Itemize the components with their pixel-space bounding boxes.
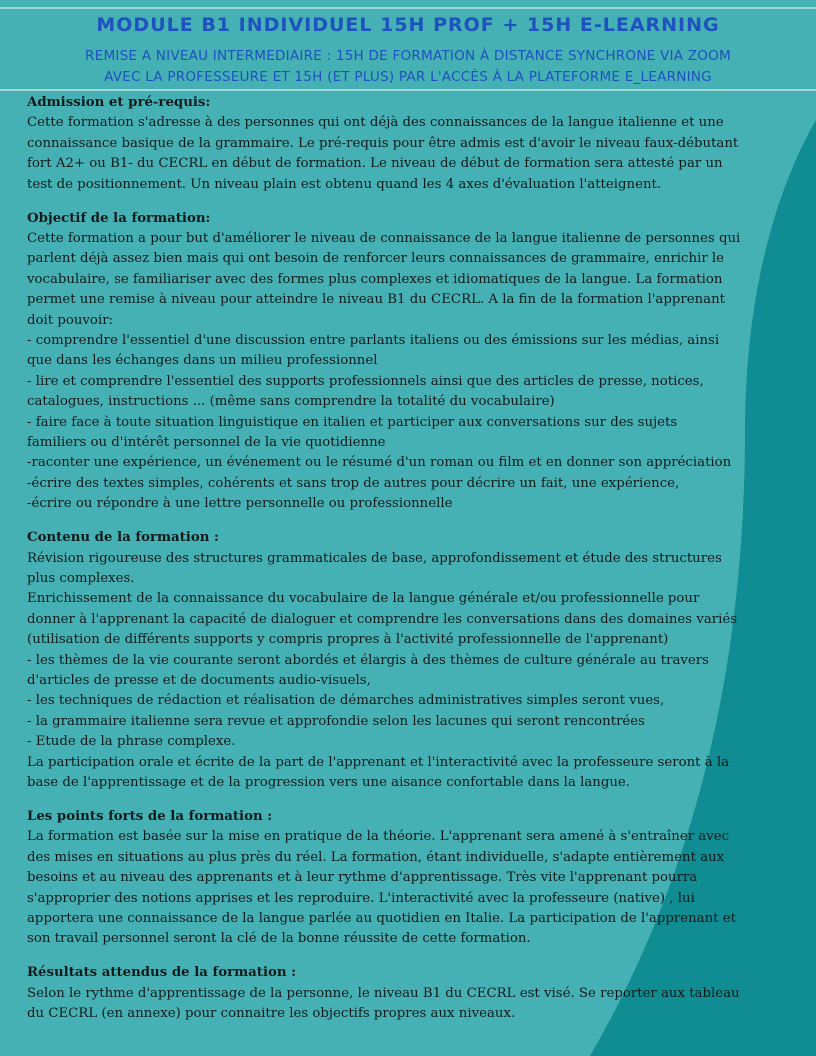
section-objectif <box>27 209 777 515</box>
section-heading: Contenu de la formation : <box>27 530 219 546</box>
text-line: -écrire ou répondre à une lettre personnelle ou professionnelle <box>27 496 453 512</box>
text-line: connaissance basique de la grammaire. Le pré-requis pour être admis est d'avoir le niveau faux-débutant <box>27 135 739 151</box>
text-line: besoins et au niveau des apprenants et à leur rythme d'apprentissage. Très vite l'apprenant pourra <box>27 870 698 886</box>
text-line: - la grammaire italienne sera revue et approfondie selon les lacunes qui seront rencontrées <box>27 713 645 729</box>
text-line: - les thèmes de la vie courante seront abordés et élargis à des thèmes de culture générale au travers <box>27 652 709 668</box>
text-line: Cette formation s'adresse à des personnes qui ont déjà des connaissances de la langue italienne et une <box>27 115 724 131</box>
text-line: que dans les échanges dans un milieu professionnel <box>27 353 378 369</box>
subtitle-line: AVEC LA PROFESSEURE ET 15H (ET PLUS) PAR L'ACCÈS À LA PLATEFORME E_LEARNING <box>104 69 712 85</box>
text-line: La participation orale et écrite de la part de l'apprenant et l'interactivité avec la professeure seront à la <box>27 754 730 770</box>
text-line: - lire et comprendre l'essentiel des supports professionnels ainsi que des articles de presse, notices, <box>27 373 704 389</box>
section-points-forts <box>27 807 777 950</box>
text-line: plus complexes. <box>27 570 135 586</box>
text-line: test de positionnement. Un niveau plain est obtenu quand les 4 axes d'évaluation l'atteignent. <box>27 176 662 192</box>
text-line: - les techniques de rédaction et réalisation de démarches administratives simples seront vues, <box>27 693 665 709</box>
text-line: Enrichissement de la connaissance du vocabulaire de la langue générale et/ou professionnelle pour <box>27 591 700 607</box>
text-line: son travail personnel seront la clé de la bonne réussite de cette formation. <box>27 931 531 947</box>
section-heading: Résultats attendus de la formation : <box>27 965 297 981</box>
subtitle-line: REMISE A NIVEAU INTERMEDIAIRE : 15H DE FORMATION À DISTANCE SYNCHRONE VIA ZOOM <box>85 48 731 64</box>
text-line: Révision rigoureuse des structures grammaticales de base, approfondissement et étude des structures <box>27 550 722 566</box>
text-line: fort A2+ ou B1- du CECRL en début de formation. Le niveau de début de formation sera attesté par un <box>27 156 723 172</box>
text-line: familiers ou d'intérêt personnel de la vie quotidienne <box>27 435 386 450</box>
text-line: - faire face à toute situation linguistique en italien et participer aux conversations sur des sujets <box>27 414 678 430</box>
text-line: parlent déjà assez bien mais qui ont besoin de renforcer leurs connaissances de grammaire, enrichir le <box>27 251 725 267</box>
section-heading: Les points forts de la formation : <box>27 808 273 824</box>
page-title: MODULE B1 INDIVIDUEL 15H PROF + 15H E-LEARNING <box>96 14 720 36</box>
document-body <box>27 93 777 1038</box>
text-line: -raconter une expérience, un événement ou le résumé d'un roman ou film et en donner son appréciation <box>27 455 732 471</box>
text-line: vocabulaire, se familiariser avec des formes plus complexes et idiomatiques de la langue. La formation <box>27 271 723 287</box>
text-line: Selon le rythme d'apprentissage de la personne, le niveau B1 du CECRL est visé. Se reporter aux tableau <box>27 985 740 1001</box>
section-resultats <box>27 963 777 1024</box>
text-line: base de l'apprentissage et de la progression vers une aisance confortable dans la langue. <box>27 775 631 790</box>
text-line: (utilisation de différents supports y compris propres à l'activité professionnelle de l'apprenant) <box>27 632 669 648</box>
page-subtitle <box>0 46 816 88</box>
text-line: La formation est basée sur la mise en pratique de la théorie. L'apprenant sera amené à s'entraîner avec <box>27 829 730 845</box>
section-heading: Objectif de la formation: <box>27 210 211 226</box>
text-line: - comprendre l'essentiel d'une discussion entre parlants italiens ou des émissions sur les médias, ainsi <box>27 332 720 348</box>
text-line: -écrire des textes simples, cohérents et sans trop de autres pour décrire un fait, une expérience, <box>27 475 680 491</box>
section-admission <box>27 93 777 195</box>
section-contenu <box>27 528 777 793</box>
text-line: Cette formation a pour but d'améliorer le niveau de connaissance de la langue italienne de personnes qui <box>27 230 741 246</box>
text-line: - Etude de la phrase complexe. <box>27 734 236 750</box>
text-line: du CECRL (en annexe) pour connaitre les objectifs propres aux niveaux. <box>27 1006 516 1022</box>
text-line: des mises en situations au plus près du réel. La formation, étant individuelle, s'adapte entièrement aux <box>27 849 725 865</box>
section-heading: Admission et pré-requis: <box>27 95 211 110</box>
text-line: donner à l'apprenant la capacité de dialoguer et comprendre les conversations dans des domaines variés <box>27 611 738 627</box>
text-line: s'approprier des notions apprises et les reproduire. L'interactivité avec la professeure (native) , lui <box>27 890 695 906</box>
text-line: permet une remise à niveau pour atteindre le niveau B1 du CECRL. A la fin de la formation l'apprenant <box>27 292 725 308</box>
text-line: d'articles de presse et de documents audio-visuels, <box>27 672 371 688</box>
text-line: apportera une connaissance de la langue parlée au quotidien en Italie. La participation de l'apprenant et <box>27 910 736 926</box>
text-line: catalogues, instructions ... (même sans comprendre la totalité du vocabulaire) <box>27 394 555 410</box>
text-line: doit pouvoir: <box>27 312 114 328</box>
